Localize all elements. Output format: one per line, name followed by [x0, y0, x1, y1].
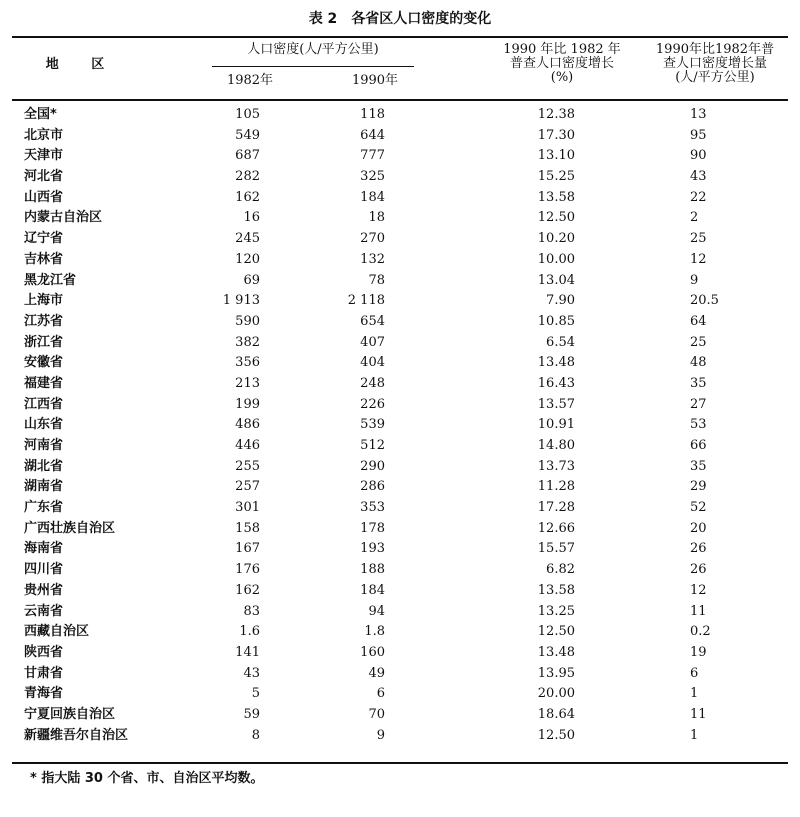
table-row [0, 250, 800, 271]
density-1982-cell: 43 [243, 665, 260, 681]
density-1982-cell: 255 [235, 458, 260, 474]
header-1982: 1982年 [226, 73, 274, 88]
density-1982-cell: 356 [235, 355, 260, 371]
density-1982-cell: 446 [235, 438, 260, 453]
region-cell: 山西省 [24, 189, 64, 205]
table-row [0, 581, 800, 602]
pct-change-cell: 13.04 [537, 272, 575, 288]
table-row [0, 126, 800, 147]
density-1982-cell: 141 [235, 644, 260, 660]
table-row [0, 477, 800, 498]
density-1982-cell: 199 [235, 396, 260, 412]
pct-change-cell: 18.64 [537, 706, 575, 722]
density-1982-cell: 1.6 [239, 624, 260, 640]
header-1990: 1990年 [351, 73, 399, 88]
abs-change-cell: 25 [690, 231, 707, 247]
density-1990-cell: 160 [360, 644, 385, 660]
table-row [0, 208, 800, 229]
density-1990-cell: 118 [360, 107, 385, 122]
region-cell: 陕西省 [24, 644, 64, 660]
header-rule [12, 99, 788, 101]
pct-change-cell: 7.90 [546, 293, 575, 309]
region-cell: 吉林省 [24, 251, 64, 267]
header-abs-change: 1990年比1982年普 查人口密度增长量 (人/平方公里) [655, 42, 775, 85]
density-1982-cell: 167 [235, 541, 260, 557]
density-1990-cell: 644 [360, 127, 385, 143]
region-cell: 河南省 [24, 438, 64, 453]
table-row [0, 498, 800, 519]
density-1982-cell: 687 [235, 148, 260, 164]
table-row [0, 167, 800, 188]
abs-change-cell: 29 [690, 479, 707, 495]
abs-change-cell: 9 [690, 272, 699, 288]
pct-change-cell: 6.54 [546, 334, 575, 350]
density-1982-cell: 16 [243, 210, 260, 226]
table-row [0, 726, 800, 747]
table-body [0, 105, 800, 746]
density-1982-cell: 162 [235, 582, 260, 598]
abs-change-cell: 64 [690, 313, 707, 329]
region-cell: 安徽省 [24, 355, 64, 371]
density-1990-cell: 78 [368, 272, 385, 288]
pct-change-cell: 16.43 [537, 375, 575, 391]
region-cell: 甘肃省 [24, 665, 64, 681]
density-1982-cell: 83 [243, 603, 260, 619]
footnote: * 指大陆 30 个省、市、自治区平均数。 [30, 771, 264, 786]
density-1982-cell: 162 [235, 189, 260, 205]
abs-change-cell: 66 [690, 438, 707, 453]
density-1982-cell: 158 [235, 520, 260, 536]
pct-change-cell: 15.25 [537, 169, 575, 185]
abs-change-cell: 20 [690, 520, 707, 536]
density-1982-cell: 549 [235, 127, 260, 143]
region-cell: 上海市 [24, 293, 64, 309]
table-row [0, 539, 800, 560]
region-cell: 黑龙江省 [24, 272, 77, 288]
table-row [0, 229, 800, 250]
density-subrule [212, 66, 414, 67]
region-cell: 四川省 [24, 562, 64, 578]
density-1990-cell: 407 [360, 334, 385, 350]
density-1990-cell: 777 [360, 148, 385, 164]
table-row [0, 146, 800, 167]
pct-change-cell: 6.82 [546, 562, 575, 578]
abs-change-cell: 35 [690, 375, 707, 391]
density-1990-cell: 353 [360, 500, 385, 516]
abs-change-cell: 95 [690, 127, 707, 143]
pct-change-cell: 17.28 [537, 500, 575, 516]
pct-change-cell: 14.80 [537, 438, 575, 453]
top-rule [12, 36, 788, 38]
density-1982-cell: 105 [235, 107, 260, 122]
density-1990-cell: 2 118 [347, 293, 385, 309]
density-1982-cell: 69 [243, 272, 260, 288]
region-cell: 内蒙古自治区 [24, 210, 103, 226]
abs-change-cell: 11 [690, 706, 707, 722]
region-cell: 新疆维吾尔自治区 [24, 727, 129, 743]
table-row [0, 684, 800, 705]
pct-change-cell: 12.50 [537, 624, 575, 640]
pct-change-cell: 10.91 [537, 417, 575, 433]
region-cell: 浙江省 [24, 334, 64, 350]
region-cell: 全国* [24, 107, 57, 122]
density-1982-cell: 59 [243, 706, 260, 722]
region-cell: 宁夏回族自治区 [24, 706, 116, 722]
pct-change-cell: 12.50 [537, 210, 575, 226]
region-cell: 云南省 [24, 603, 64, 619]
table-row [0, 188, 800, 209]
abs-change-cell: 11 [690, 603, 707, 619]
pct-change-cell: 12.66 [537, 520, 575, 536]
region-cell: 辽宁省 [24, 231, 64, 247]
abs-change-cell: 90 [690, 148, 707, 164]
region-cell: 河北省 [24, 169, 64, 185]
density-1982-cell: 257 [235, 479, 260, 495]
density-1990-cell: 49 [368, 665, 385, 681]
abs-change-cell: 12 [690, 251, 707, 267]
density-1982-cell: 590 [235, 313, 260, 329]
abs-change-cell: 52 [690, 500, 707, 516]
density-1990-cell: 132 [360, 251, 385, 267]
region-cell: 山东省 [24, 417, 64, 433]
density-1990-cell: 270 [360, 231, 385, 247]
density-1990-cell: 70 [368, 706, 385, 722]
table-row [0, 105, 800, 126]
pct-change-cell: 11.28 [537, 479, 575, 495]
table-row [0, 560, 800, 581]
region-cell: 青海省 [24, 686, 64, 702]
abs-change-cell: 6 [690, 665, 699, 681]
density-1990-cell: 188 [360, 562, 385, 578]
table-row [0, 519, 800, 540]
pct-change-cell: 10.85 [537, 313, 575, 329]
pct-change-cell: 13.48 [537, 644, 575, 660]
density-1990-cell: 654 [360, 313, 385, 329]
table-row [0, 271, 800, 292]
pct-change-cell: 20.00 [537, 686, 575, 702]
pct-change-cell: 10.20 [537, 231, 575, 247]
pct-change-cell: 12.50 [537, 727, 575, 743]
abs-change-cell: 26 [690, 541, 707, 557]
table-row [0, 353, 800, 374]
density-1982-cell: 486 [235, 417, 260, 433]
table-row [0, 291, 800, 312]
pct-change-cell: 13.10 [537, 148, 575, 164]
header-density: 人口密度(人/平方公里) [247, 42, 379, 57]
region-cell: 福建省 [24, 375, 64, 391]
pct-change-cell: 13.73 [537, 458, 575, 474]
region-cell: 广东省 [24, 500, 64, 516]
density-1990-cell: 226 [360, 396, 385, 412]
pct-change-cell: 13.95 [537, 665, 575, 681]
density-1990-cell: 404 [360, 355, 385, 371]
density-1990-cell: 184 [360, 189, 385, 205]
density-1990-cell: 9 [376, 727, 385, 743]
density-1990-cell: 512 [360, 438, 385, 453]
bottom-rule [12, 762, 788, 764]
density-1990-cell: 286 [360, 479, 385, 495]
pct-change-cell: 10.00 [537, 251, 575, 267]
density-1990-cell: 178 [360, 520, 385, 536]
density-1982-cell: 245 [235, 231, 260, 247]
abs-change-cell: 0.2 [690, 624, 711, 640]
density-1990-cell: 290 [360, 458, 385, 474]
region-cell: 湖北省 [24, 458, 64, 474]
abs-change-cell: 43 [690, 169, 707, 185]
abs-change-cell: 22 [690, 189, 707, 205]
density-1990-cell: 6 [376, 686, 385, 702]
density-1982-cell: 8 [251, 727, 260, 743]
region-cell: 江苏省 [24, 313, 64, 329]
density-1990-cell: 94 [368, 603, 385, 619]
region-cell: 天津市 [24, 148, 64, 164]
header-pct-change: 1990 年比 1982 年 普查人口密度增长 (%) [503, 42, 621, 85]
abs-change-cell: 35 [690, 458, 707, 474]
table-row [0, 395, 800, 416]
abs-change-cell: 53 [690, 417, 707, 433]
abs-change-cell: 25 [690, 334, 707, 350]
density-1990-cell: 248 [360, 375, 385, 391]
density-1982-cell: 301 [235, 500, 260, 516]
density-1982-cell: 213 [235, 375, 260, 391]
abs-change-cell: 12 [690, 582, 707, 598]
table-row [0, 333, 800, 354]
region-cell: 北京市 [24, 127, 64, 143]
abs-change-cell: 48 [690, 355, 707, 371]
region-cell: 海南省 [24, 541, 64, 557]
pct-change-cell: 17.30 [537, 127, 575, 143]
pct-change-cell: 13.25 [537, 603, 575, 619]
table-row [0, 622, 800, 643]
abs-change-cell: 20.5 [690, 293, 719, 309]
header-region: 地 区 [45, 57, 119, 72]
pct-change-cell: 13.58 [537, 582, 575, 598]
density-1982-cell: 176 [235, 562, 260, 578]
region-cell: 广西壮族自治区 [24, 520, 116, 536]
table-row [0, 312, 800, 333]
region-cell: 湖南省 [24, 479, 64, 495]
density-1990-cell: 1.8 [364, 624, 385, 640]
table-row [0, 415, 800, 436]
pct-change-cell: 15.57 [537, 541, 575, 557]
pct-change-cell: 12.38 [537, 107, 575, 122]
region-cell: 贵州省 [24, 582, 64, 598]
density-1990-cell: 325 [360, 169, 385, 185]
abs-change-cell: 19 [690, 644, 707, 660]
table-row [0, 374, 800, 395]
density-1982-cell: 5 [251, 686, 260, 702]
table-number: 表 2 [308, 11, 338, 27]
abs-change-cell: 1 [690, 686, 699, 702]
table-row [0, 664, 800, 685]
table-row [0, 705, 800, 726]
density-1990-cell: 539 [360, 417, 385, 433]
table-row [0, 643, 800, 664]
table-row [0, 457, 800, 478]
abs-change-cell: 27 [690, 396, 707, 412]
density-1990-cell: 184 [360, 582, 385, 598]
density-1990-cell: 18 [368, 210, 385, 226]
region-cell: 西藏自治区 [24, 624, 90, 640]
abs-change-cell: 1 [690, 727, 699, 743]
density-1990-cell: 193 [360, 541, 385, 557]
table-row [0, 602, 800, 623]
table-row [0, 436, 800, 457]
table-title-text: 各省区人口密度的变化 [351, 11, 492, 27]
pct-change-cell: 13.57 [537, 396, 575, 412]
density-1982-cell: 382 [235, 334, 260, 350]
region-cell: 江西省 [24, 396, 64, 412]
pct-change-cell: 13.48 [537, 355, 575, 371]
pct-change-cell: 13.58 [537, 189, 575, 205]
abs-change-cell: 26 [690, 562, 707, 578]
density-1982-cell: 120 [235, 251, 260, 267]
abs-change-cell: 13 [690, 107, 707, 122]
abs-change-cell: 2 [690, 210, 699, 226]
density-1982-cell: 1 913 [222, 293, 260, 309]
table-title [0, 8, 800, 28]
density-1982-cell: 282 [235, 169, 260, 185]
